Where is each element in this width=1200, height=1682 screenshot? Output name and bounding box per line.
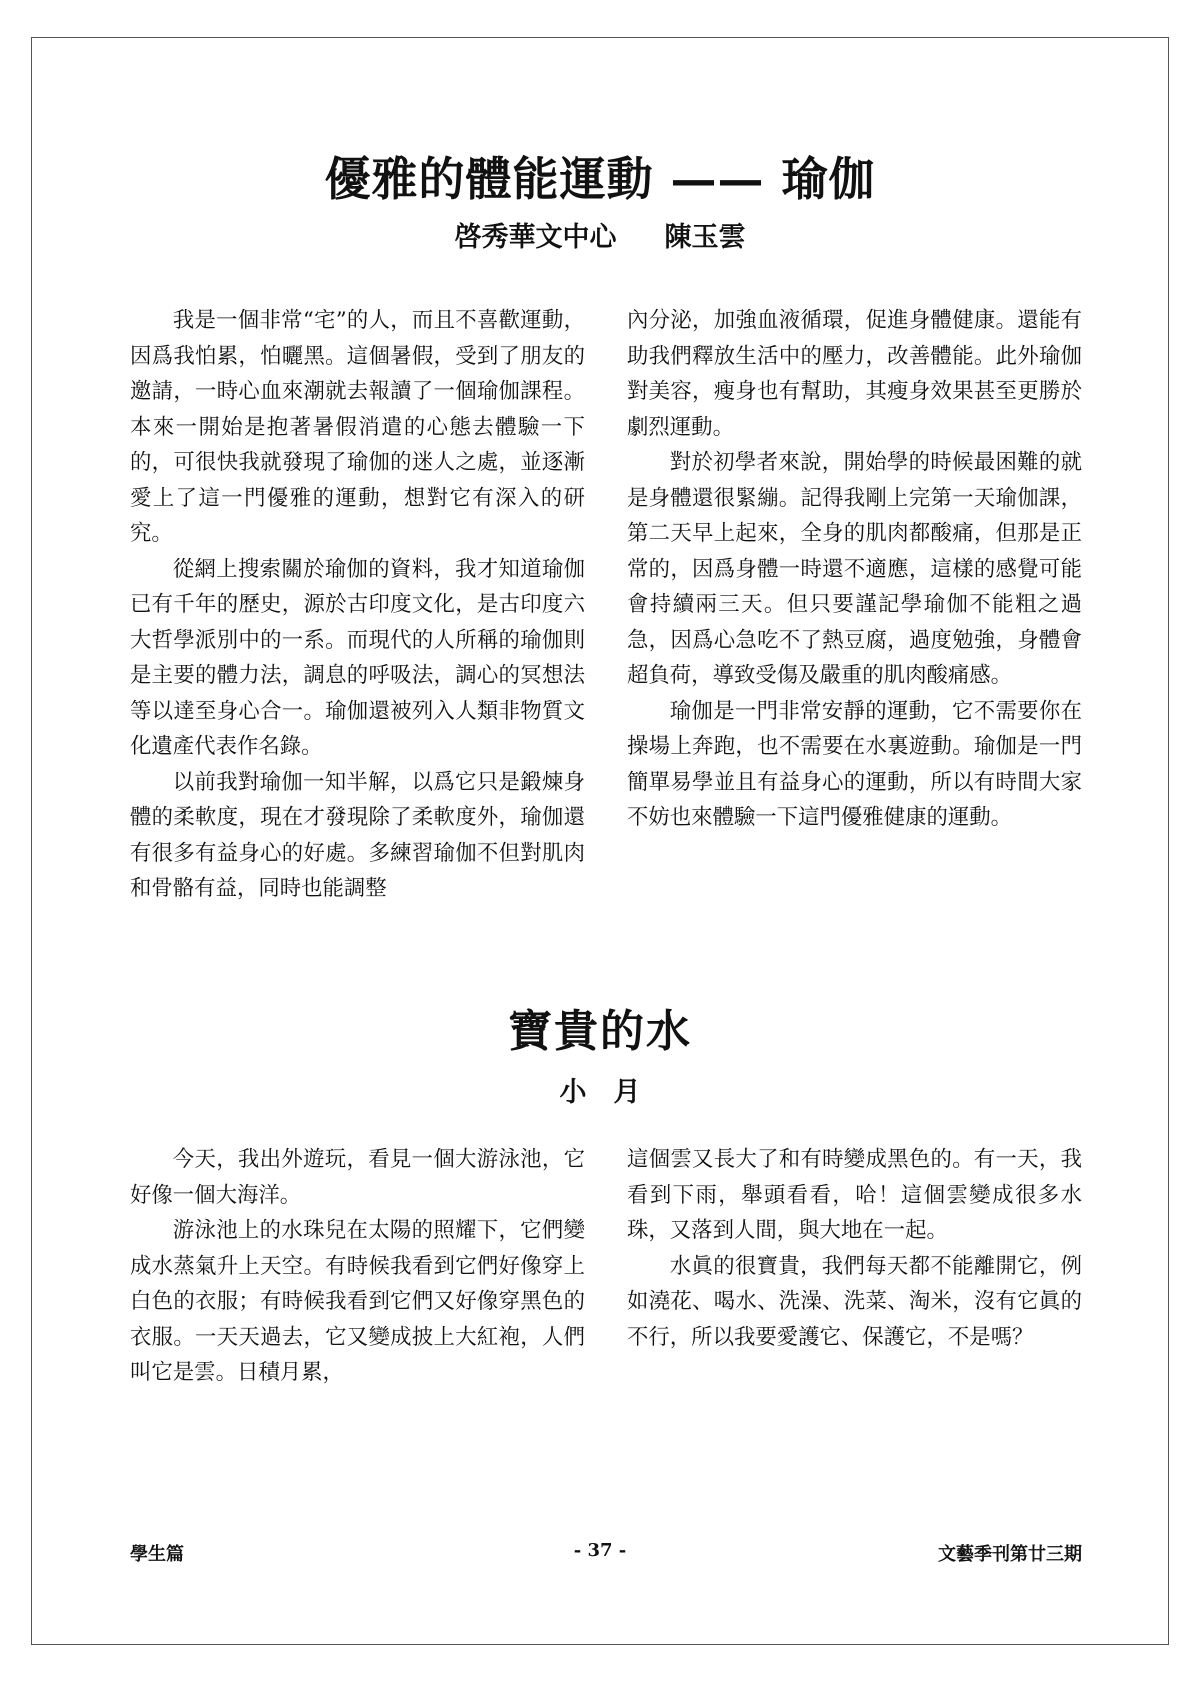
article-2-byline <box>0 1070 1200 1109</box>
paragraph: 內分泌，加強血液循環，促進身體健康。還能有助我們釋放生活中的壓力，改善體能。此外瑜伽對美容，瘦身也有幫助，其瘦身效果甚至更勝於劇烈運動。 <box>627 308 1082 440</box>
footer-publication: 文藝季刊第廿三期 <box>938 1544 1082 1565</box>
paragraph: 從網上搜索關於瑜伽的資料，我才知道瑜伽已有千年的歷史，源於古印度文化，是古印度六大哲學派別中的一系。而現代的人所稱的瑜伽則是主要的體力法，調息的呼吸法，調心的冥想法等以達至身心合一。瑜伽還被列入人類非物質文化遺產代表作名錄。 <box>130 556 585 759</box>
article-1-author-org: 啓秀華文中心 <box>454 222 617 253</box>
article-2-left-column <box>130 1142 585 1391</box>
article-2-right-column <box>627 1142 1082 1355</box>
article-2-title: 寶貴的水 <box>508 1006 692 1057</box>
article-1-left-column <box>130 303 585 907</box>
paragraph: 今天，我出外遊玩，看見一個大游泳池，它好像一個大海洋。 <box>130 1147 585 1208</box>
article-1-right-column <box>627 303 1082 836</box>
article-1-title: 優雅的體能運動 —— 瑜伽 <box>324 152 876 206</box>
paragraph: 這個雲又長大了和有時變成黑色的。有一天，我看到下雨，舉頭看看，哈！這個雲變成很多水珠，又落到人間，與大地在一起。 <box>627 1147 1082 1243</box>
article-1-author-name: 陳玉雲 <box>664 222 746 253</box>
footer-section: 學生篇 <box>130 1544 184 1565</box>
article-2-author-name: 小 月 <box>559 1077 641 1108</box>
paragraph: 我是一個非常“宅”的人，而且不喜歡運動，因爲我怕累，怕曬黑。這個暑假，受到了朋友的邀請，一時心血來潮就去報讀了一個瑜伽課程。本來一開始是抱著暑假消遣的心態去體驗一下的，可很快我就發現了瑜伽的迷人之處，並逐漸愛上了這一門優雅的運動，想對它有深入的研究。 <box>130 308 585 546</box>
article-1-byline <box>0 215 1200 254</box>
paragraph: 以前我對瑜伽一知半解，以爲它只是鍛煉身體的柔軟度，現在才發現除了柔軟度外，瑜伽還有很多有益身心的好處。多練習瑜伽不但對肌肉和骨骼有益，同時也能調整 <box>130 769 585 901</box>
paragraph: 對於初學者來說，開始學的時候最困難的就是身體還很緊繃。記得我剛上完第一天瑜伽課，第二天早上起來，全身的肌肉都酸痛，但那是正常的，因爲身體一時還不適應，這樣的感覺可能會持續兩三天。但只要謹記學瑜伽不能粗之過急，因爲心急吃不了熱豆腐，過度勉強，身體會超負荷，導致受傷及嚴重的肌肉酸痛感。 <box>627 450 1082 688</box>
paragraph: 水眞的很寶貴，我們每天都不能離開它，例如澆花、喝水、洗澡、洗菜、淘米，沒有它眞的不行，所以我要愛護它、保護它，不是嗎？ <box>627 1253 1082 1350</box>
page-number: - 37 - <box>573 1540 627 1561</box>
paragraph: 游泳池上的水珠兒在太陽的照耀下，它們變成水蒸氣升上天空。有時候我看到它們好像穿上白色的衣服；有時候我看到它們又好像穿黑色的衣服。一天天過去，它又變成披上大紅袍，人們叫它是雲。日積月累， <box>130 1218 585 1385</box>
paragraph: 瑜伽是一門非常安靜的運動，它不需要你在操場上奔跑，也不需要在水裏遊動。瑜伽是一門簡單易學並且有益身心的運動，所以有時間大家不妨也來體驗一下這門優雅健康的運動。 <box>627 698 1082 830</box>
